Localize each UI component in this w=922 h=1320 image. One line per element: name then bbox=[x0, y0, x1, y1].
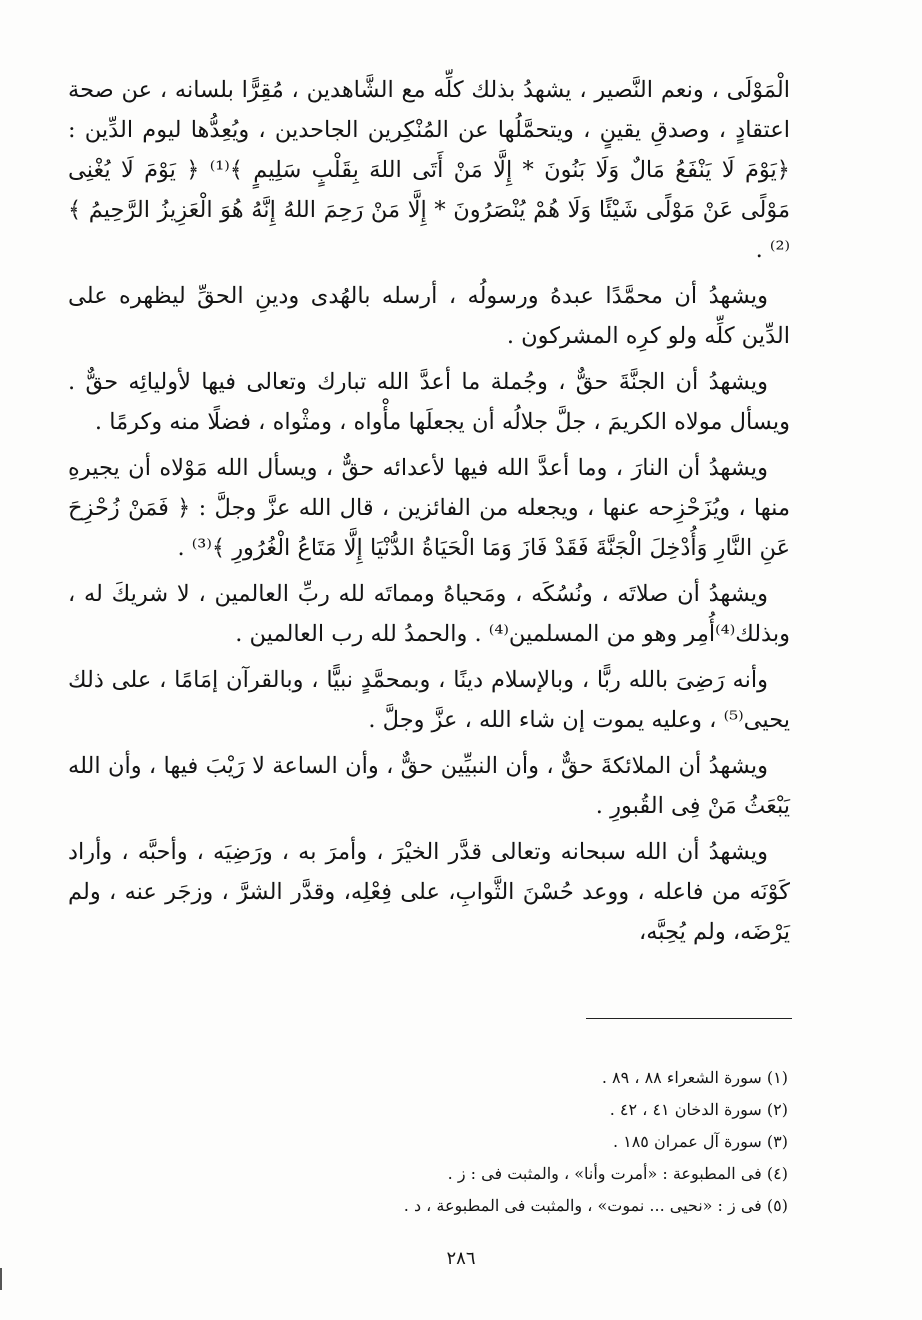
paragraph: ويشهدُ أن محمَّدًا عبدهُ ورسولُه ، أرسله بالهُدى ودينِ الحقِّ ليظهره على الدِّين كلِّه ولو كرِه المشركون . bbox=[68, 283, 790, 349]
paragraph: الْمَوْلَى ، ونعم النَّصير ، يشهدُ بذلك كلِّه مع الشَّاهدين ، مُقِرًّا بلسانه ، عن صحة اعتقادٍ ، وصدقِ يقينٍ ، ويتحمَّلُها عن المُنْكِرين الجاحدين ، ويُعِدُّها ليوم الدِّين : ﴿يَوْمَ لَا يَنْفَعُ مَالٌ وَلَا بَنُونَ * إِلَّا مَنْ أَتَى اللهَ بِقَلْبٍ سَلِيمٍ ﴾⁽¹⁾ ﴿ يَوْمَ لَا يُغْنِى مَوْلًى عَنْ مَوْلًى شَيْئًا وَلَا هُمْ يُنْصَرُونَ * إِلَّا مَنْ رَحِمَ اللهُ إِنَّهُ هُوَ الْعَزِيزُ الرَّحِيمُ ﴾⁽²⁾ . bbox=[68, 77, 790, 263]
paragraph: ويشهدُ أن الملائكةَ حقٌّ ، وأن النبيِّين حقٌّ ، وأن الساعة لا رَيْبَ فيها ، وأن الله يَبْعَثُ مَنْ فِى القُبورِ . bbox=[68, 753, 790, 819]
footnotes-list bbox=[68, 1062, 790, 1222]
scan-edge-mark bbox=[0, 1268, 2, 1290]
paragraph: ويشهدُ أن الجنَّةَ حقٌّ ، وجُملة ما أعدَّ الله تبارك وتعالى فيها لأوليائِه حقٌّ . ويسأل مولاه الكريمَ ، جلَّ جلالُه أن يجعلَها مأْواه ، ومثْواه ، فضلًا منه وكرمًا . bbox=[68, 369, 790, 435]
footnote: (٥) فى ز : «نحيى ... نموت» ، والمثبت فى المطبوعة ، د . bbox=[403, 1196, 788, 1215]
paragraph: ويشهدُ أن صلاتَه ، ونُسُكَه ، ومَحياهُ ومماتَه لله ربِّ العالمين ، لا شريكَ له ، وبذلك⁽⁴⁾أُمِر وهو من المسلمين⁽⁴⁾ . والحمدُ لله رب العالمين . bbox=[68, 581, 790, 647]
paragraph: ويشهدُ أن النارَ ، وما أعدَّ الله فيها لأعدائه حقٌّ ، ويسأل الله مَوْلاه أن يجيرهِ منها ، ويُزَحْزِحه عنها ، ويجعله من الفائزين ، قال الله عزَّ وجلَّ : ﴿ فَمَنْ زُحْزِحَ عَنِ النَّارِ وَأُدْخِلَ الْجَنَّةَ فَقَدْ فَازَ وَمَا الْحَيَاةُ الدُّنْيَا إِلَّا مَتَاعُ الْغُرُورِ ﴾⁽³⁾ . bbox=[68, 455, 790, 561]
footnote: (٣) سورة آل عمران ١٨٥ . bbox=[612, 1132, 788, 1151]
main-text bbox=[68, 70, 790, 958]
footnote: (٤) فى المطبوعة : «أمرت وأنا» ، والمثبت فى : ز . bbox=[447, 1164, 788, 1183]
page-number: ٢٨٦ bbox=[446, 1248, 476, 1269]
paragraph: ويشهدُ أن الله سبحانه وتعالى قدَّر الخيْرَ ، وأمرَ به ، ورَضِيَه ، وأحبَّه ، وأراد كَوْنَه من فاعله ، ووعد حُسْنَ الثَّوابِ، على فِعْلِه، وقدَّر الشرَّ ، وزجَر عنه ، ولم يَرْضَه، ولم يُحِبَّه، bbox=[68, 839, 790, 945]
footnote-separator bbox=[586, 1018, 792, 1019]
footnote: (٢) سورة الدخان ٤١ ، ٤٢ . bbox=[609, 1100, 788, 1119]
footnote: (١) سورة الشعراء ٨٨ ، ٨٩ . bbox=[601, 1068, 788, 1087]
paragraph: وأنه رَضِىَ بالله ربًّا ، وبالإسلام دينًا ، وبمحمَّدٍ نبيًّا ، وبالقرآن إمَامًا ، على ذلك يحيى⁽⁵⁾ ، وعليه يموت إن شاء الله ، عزَّ وجلَّ . bbox=[68, 667, 790, 733]
